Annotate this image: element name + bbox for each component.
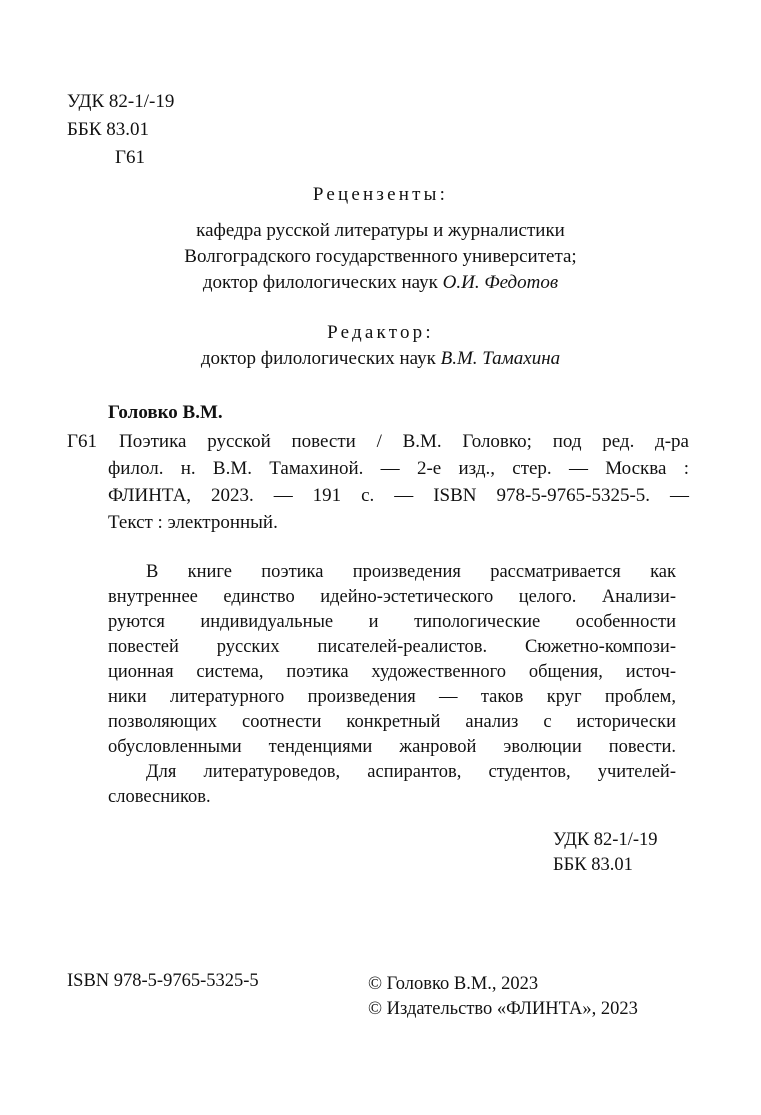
reviewer-doctor-name: О.И. Федотов: [442, 272, 559, 293]
reviewer-line: Волгоградского государственного университета;: [184, 246, 577, 267]
author-mark: Г61: [115, 147, 145, 168]
description-line: внутреннее единство идейно-эстетического целого. Анализи-: [108, 587, 676, 607]
editor-heading: Редактор:: [327, 322, 434, 343]
record-line: филол. н. В.М. Тамахиной. — 2-е изд., стер. — Москва :: [108, 458, 689, 479]
copyright-author: © Головко В.М., 2023: [368, 974, 539, 994]
bbk-code: ББК 83.01: [67, 119, 149, 140]
reviewers-heading: Рецензенты:: [312, 184, 449, 205]
reviewer-doctor: [0, 270, 761, 296]
reviewer-doctor-prefix: доктор филологических наук: [202, 272, 443, 293]
description-line: В книге поэтика произведения рассматривается как: [146, 562, 676, 582]
editor-line: [0, 346, 761, 372]
udk-code: УДК 82-1/-19: [67, 91, 175, 112]
record-mark: Г61: [67, 431, 97, 452]
record-line: Текст : электронный.: [108, 512, 278, 533]
description-line: ники литературного произведения — таков круг проблем,: [108, 687, 676, 707]
description-line: руются индивидуальные и типологические особенности: [108, 612, 676, 632]
footer-udk-code: УДК 82-1/-19: [553, 830, 658, 850]
description-line: позволяющих соотнести конкретный анализ с исторически: [108, 712, 676, 732]
record-author: Головко В.М.: [108, 402, 223, 423]
reviewer-line: кафедра русской литературы и журналистики: [196, 220, 565, 241]
record-line: Поэтика русской повести / В.М. Головко; под ред. д-ра: [119, 431, 689, 452]
description-line: обусловленными тенденциями жанровой эволюции повести.: [108, 737, 676, 757]
footer-bbk-code: ББК 83.01: [553, 855, 633, 875]
isbn: ISBN 978-5-9765-5325-5: [67, 971, 259, 991]
description-line: ционная система, поэтика художественного общения, источ-: [108, 662, 676, 682]
copyright-publisher: © Издательство «ФЛИНТА», 2023: [368, 999, 638, 1019]
record-line: ФЛИНТА, 2023. — 191 с. — ISBN 978-5-9765-5325-5. —: [108, 485, 689, 506]
editor-name: В.М. Тамахина: [440, 348, 561, 369]
description-line: Для литературоведов, аспирантов, студентов, учителей-: [146, 762, 676, 782]
description-line: повестей русских писателей-реалистов. Сюжетно-компози-: [108, 637, 676, 657]
description-line: словесников.: [108, 787, 211, 807]
editor-prefix: доктор филологических наук: [200, 348, 441, 369]
